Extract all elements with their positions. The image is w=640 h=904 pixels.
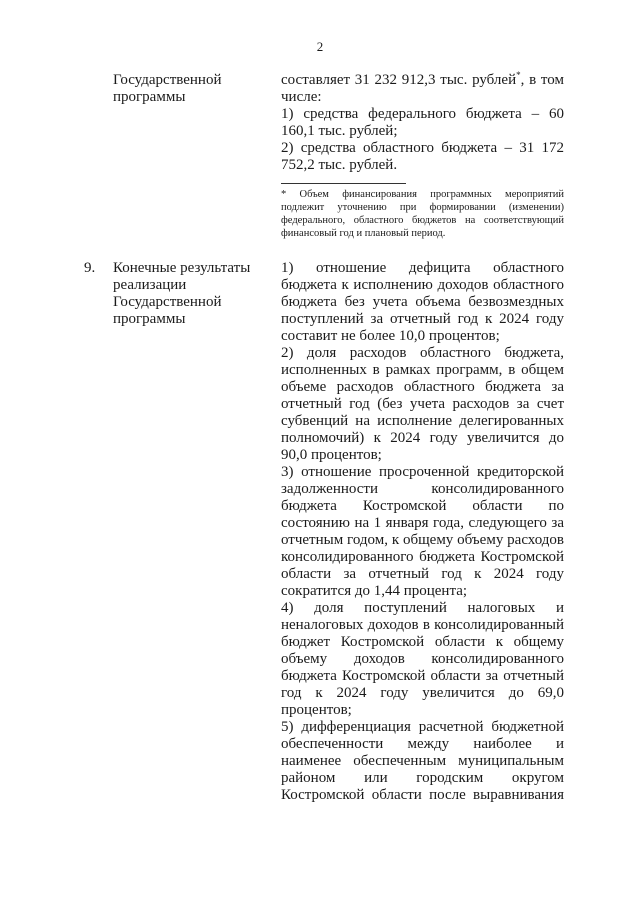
result-item-2: 2) доля расходов областного бюджета, исполненных в рамках программ, в общем объеме расходов областного бюджета за отчетный год (без учета расходов за счет субвенций на исполнение делегированных полномочий) к 2024 году увеличится до 90,0 процентов; xyxy=(281,345,564,463)
results-row-label: Конечные результаты реализации Государственной программы xyxy=(113,260,251,327)
page-number: 2 xyxy=(316,39,324,54)
result-item-3: 3) отношение просроченной кредиторской задолженности консолидированного бюджета Костромской области по состоянию на 1 января года, следующего за отчетным годом, к общему объему расходов консолидированного бюджета Костромской области за отчетный год к 2024 году сократится до 1,44 процента; xyxy=(281,464,564,599)
financing-total xyxy=(281,72,564,106)
financing-federal: 1) средства федерального бюджета – 60 160,1 тыс. рублей; xyxy=(281,106,564,139)
financing-total-tail: , в том числе: xyxy=(281,72,564,105)
footnote-marker: * xyxy=(516,70,521,80)
financing-row-content xyxy=(281,72,564,240)
financing-regional: 2) средства областного бюджета – 31 172 752,2 тыс. рублей. xyxy=(281,140,564,173)
result-item-5: 5) дифференциация расчетной бюджетной обеспеченности между наиболее и наименее обеспеченным муниципальным районом или городским округом Костромской области после выравнивания xyxy=(281,719,564,803)
footnote-text: * Объем финансирования программных мероприятий подлежит уточнению при формировании (изменении) федерального, областного бюджетов на соответствующий финансовый год и плановый период. xyxy=(281,189,564,239)
footnote-divider xyxy=(281,183,406,184)
financing-total-text: составляет 31 232 912,3 тыс. рублей xyxy=(281,72,517,88)
results-row-content xyxy=(281,260,564,804)
result-item-4: 4) доля поступлений налоговых и неналоговых доходов в консолидированный бюджет Костромской области к общему объему доходов консолидированного бюджета Костромской области за отчетный год к 2024 году увеличится до 69,0 процентов; xyxy=(281,600,564,718)
financing-row-label: Государственной программы xyxy=(113,72,222,105)
result-item-1: 1) отношение дефицита областного бюджета к исполнению доходов областного бюджета без учета объема безвозмездных поступлений за отчетный год к 2024 году составит не более 10,0 процентов; xyxy=(281,260,564,344)
results-row-number: 9. xyxy=(84,260,96,276)
